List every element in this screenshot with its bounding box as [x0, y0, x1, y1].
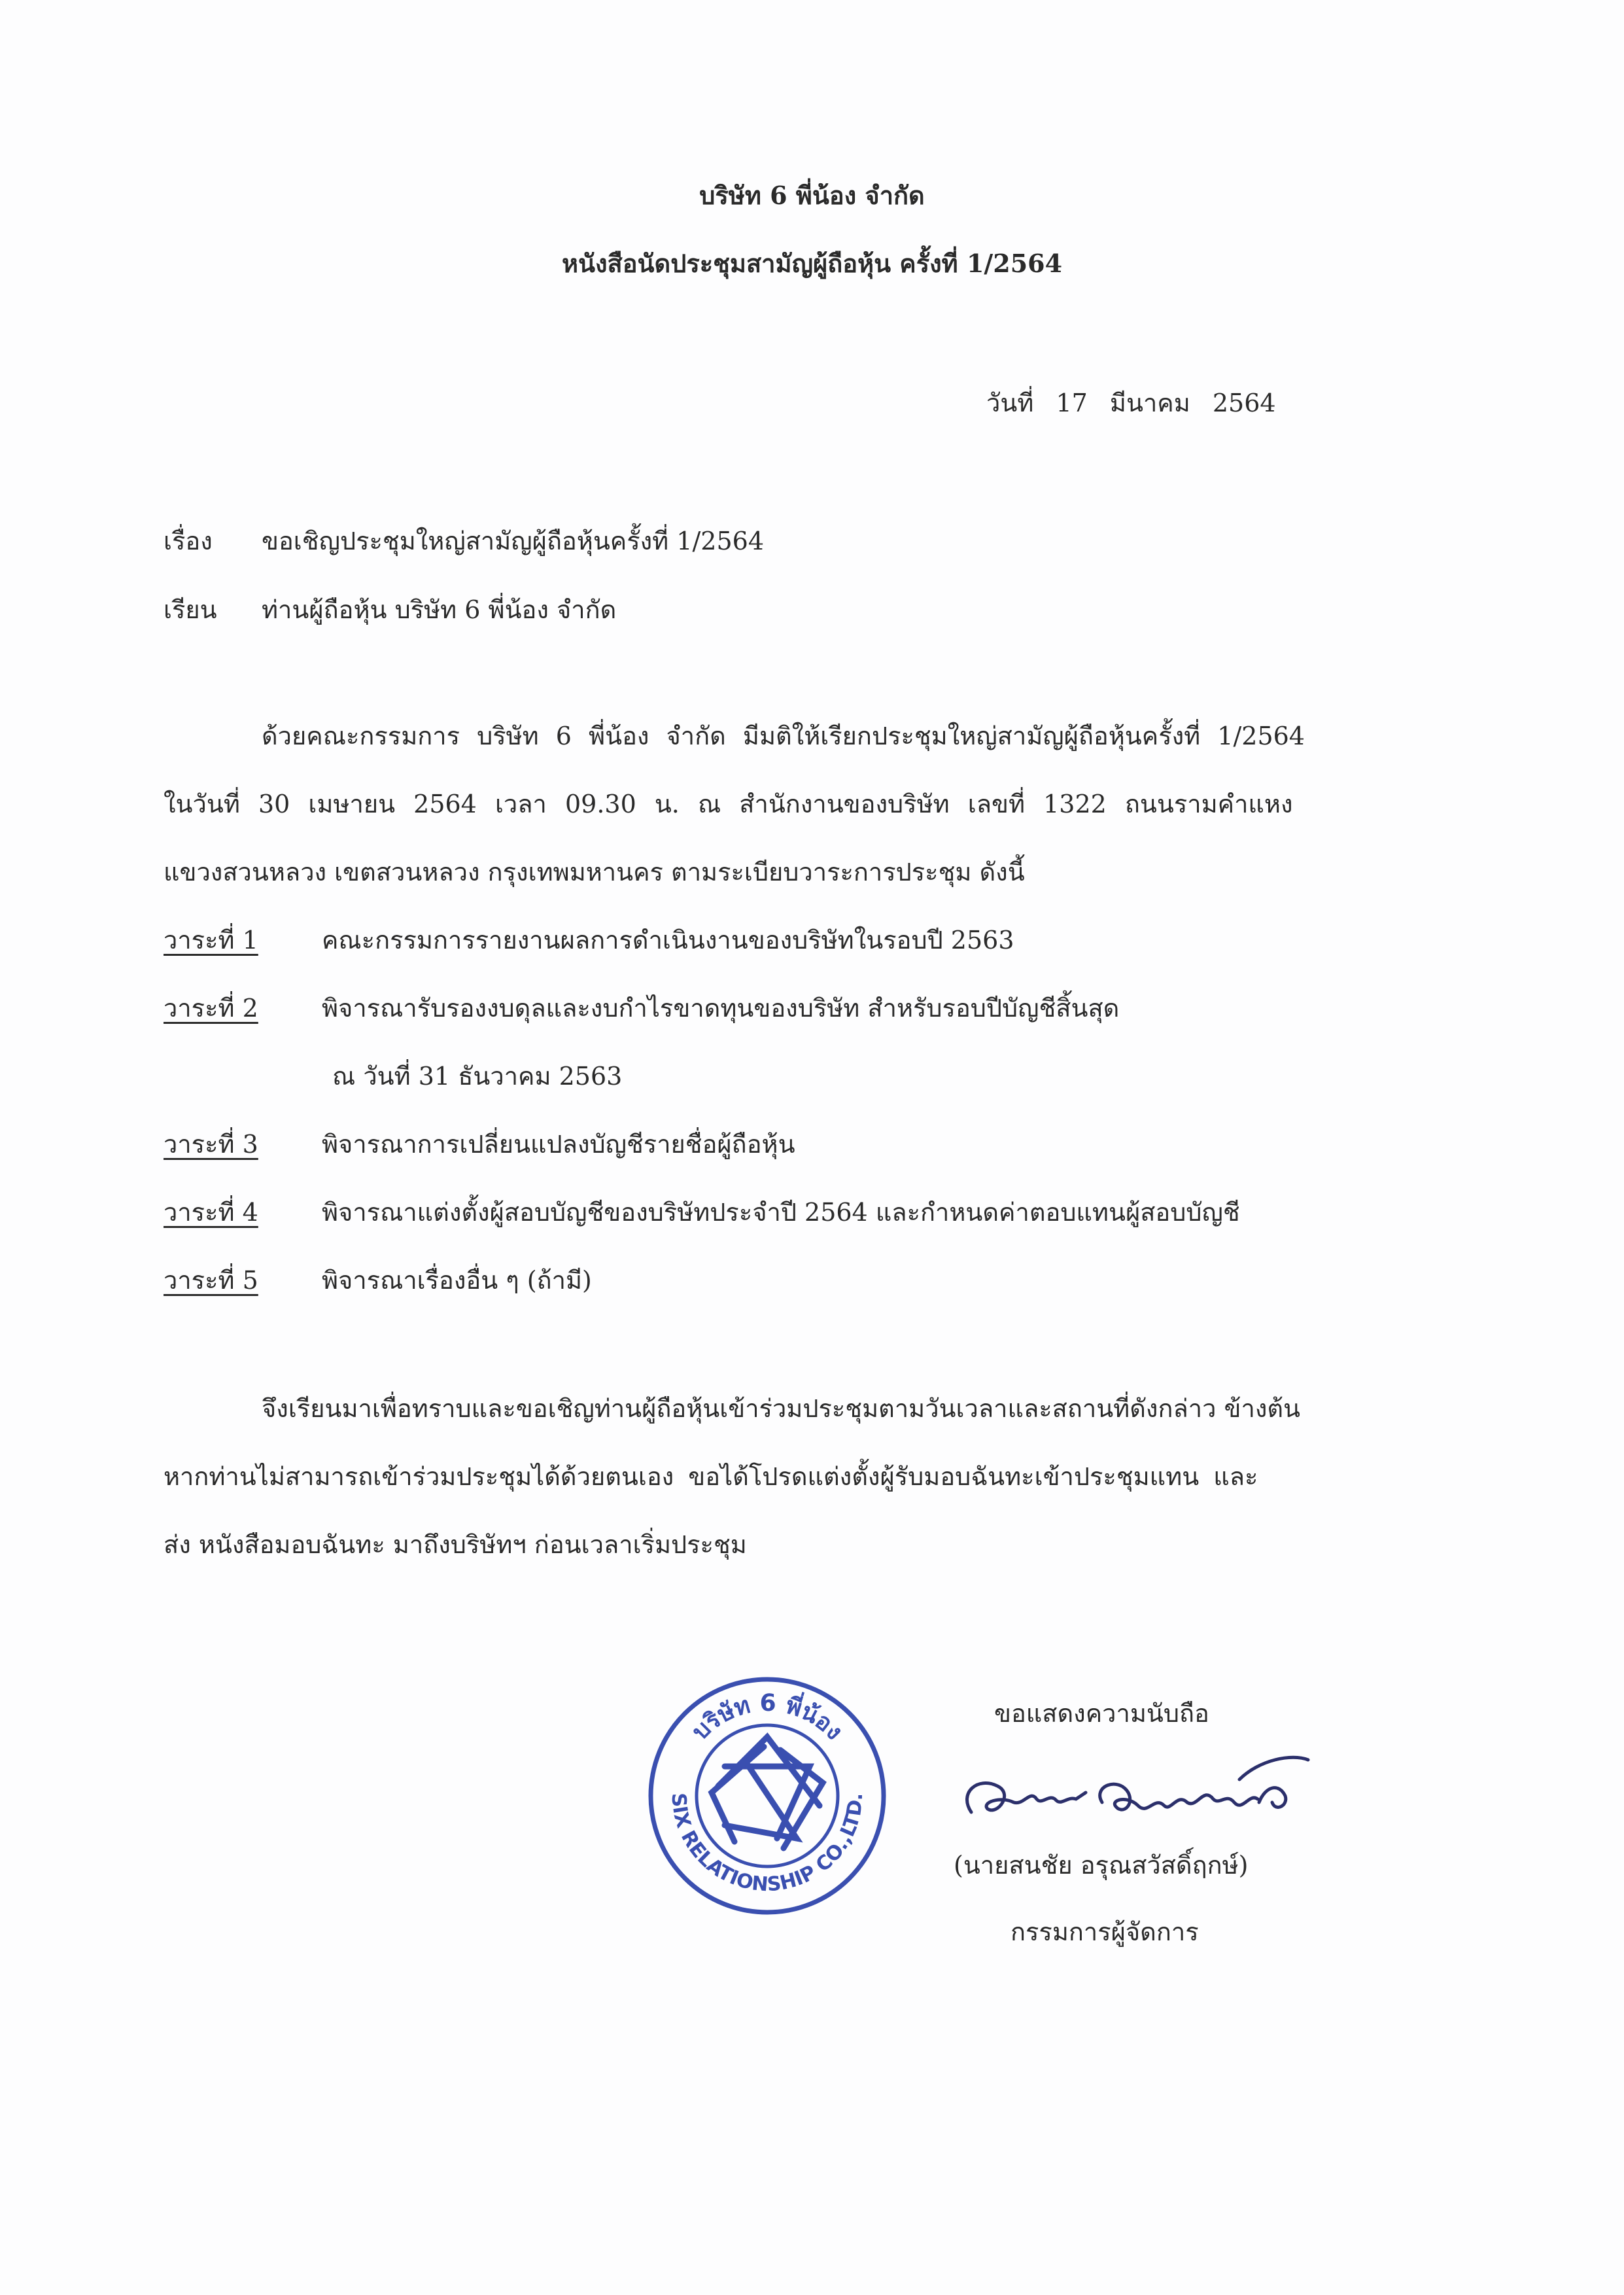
recipient-text: ท่านผู้ถือหุ้น บริษัท 6 พี่น้อง จำกัด	[262, 595, 617, 624]
signatory-position: กรรมการผู้จัดการ	[1011, 1918, 1199, 1946]
closing-para-line-2: หากท่านไม่สามารถเข้าร่วมประชุมได้ด้วยตนเอง ขอได้โปรดแต่งตั้งผู้รับมอบฉันทะเข้าประชุมแทน และ	[164, 1462, 1258, 1491]
subject-label: เรื่อง	[164, 527, 213, 555]
subject-text: ขอเชิญประชุมใหญ่สามัญผู้ถือหุ้นครั้งที่ 1/2564	[262, 527, 764, 555]
agenda-1-text: คณะกรรมการรายงานผลการดำเนินงานของบริษัทในรอบปี 2563	[322, 926, 1014, 955]
agenda-4-label: วาระที่ 4	[164, 1198, 258, 1227]
handwritten-signature	[952, 1740, 1318, 1838]
company-seal-icon	[646, 1675, 888, 1917]
recipient-label: เรียน	[164, 595, 217, 624]
seal-top-text: บริษัท 6 พี่น้อง	[687, 1689, 848, 1745]
date-label: วันที่	[986, 389, 1034, 417]
closing-para-line-3: ส่ง หนังสือมอบฉันทะ มาถึงบริษัทฯ ก่อนเวลาเริ่มประชุม	[164, 1530, 747, 1559]
date-day: 17	[1056, 389, 1088, 417]
seal-bottom-text: SIX RELATIONSHIP CO.,LTD.	[666, 1792, 868, 1897]
agenda-4-text: พิจารณาแต่งตั้งผู้สอบบัญชีของบริษัทประจำปี 2564 และกำหนดค่าตอบแทนผู้สอบบัญชี	[322, 1198, 1240, 1227]
intro-line-1: ด้วยคณะกรรมการ บริษัท 6 พี่น้อง จำกัด มีมติให้เรียกประชุมใหญ่สามัญผู้ถือหุ้นครั้งที่ 1/2564	[262, 722, 1305, 750]
agenda-1-label: วาระที่ 1	[164, 926, 258, 955]
agenda-2-label: วาระที่ 2	[164, 994, 258, 1023]
document-date	[986, 383, 1290, 423]
agenda-5-label: วาระที่ 5	[164, 1266, 258, 1295]
intro-line-2: ในวันที่ 30 เมษายน 2564 เวลา 09.30 น. ณ สำนักงานของบริษัท เลขที่ 1322 ถนนรามคำแหง	[164, 790, 1293, 818]
agenda-3-label: วาระที่ 3	[164, 1130, 258, 1159]
closing-para-line-1: จึงเรียนมาเพื่อทราบและขอเชิญท่านผู้ถือหุ้นเข้าร่วมประชุมตามวันเวลาและสถานที่ดังกล่าว ข้างต้น	[262, 1394, 1301, 1423]
date-year: 2564	[1212, 389, 1276, 417]
agenda-2-text: พิจารณารับรองงบดุลและงบกำไรขาดทุนของบริษัท สำหรับรอบปีบัญชีสิ้นสุด	[322, 994, 1120, 1023]
intro-line-3: แขวงสวนหลวง เขตสวนหลวง กรุงเทพมหานคร ตามระเบียบวาระการประชุม ดังนี้	[164, 858, 1025, 886]
company-name: บริษัท 6 พี่น้อง จำกัด	[699, 181, 925, 210]
notice-title: หนังสือนัดประชุมสามัญผู้ถือหุ้น ครั้งที่ 1/2564	[561, 249, 1063, 278]
agenda-2-continuation: ณ วันที่ 31 ธันวาคม 2563	[332, 1062, 623, 1091]
signatory-name: (นายสนชัย อรุณสวัสดิ์ฤกษ์)	[954, 1851, 1249, 1880]
agenda-5-text: พิจารณาเรื่องอื่น ๆ (ถ้ามี)	[322, 1266, 592, 1295]
agenda-3-text: พิจารณาการเปลี่ยนแปลงบัญชีรายชื่อผู้ถือหุ้น	[322, 1130, 795, 1159]
closing-salutation: ขอแสดงความนับถือ	[994, 1699, 1209, 1728]
date-month: มีนาคม	[1109, 389, 1190, 417]
